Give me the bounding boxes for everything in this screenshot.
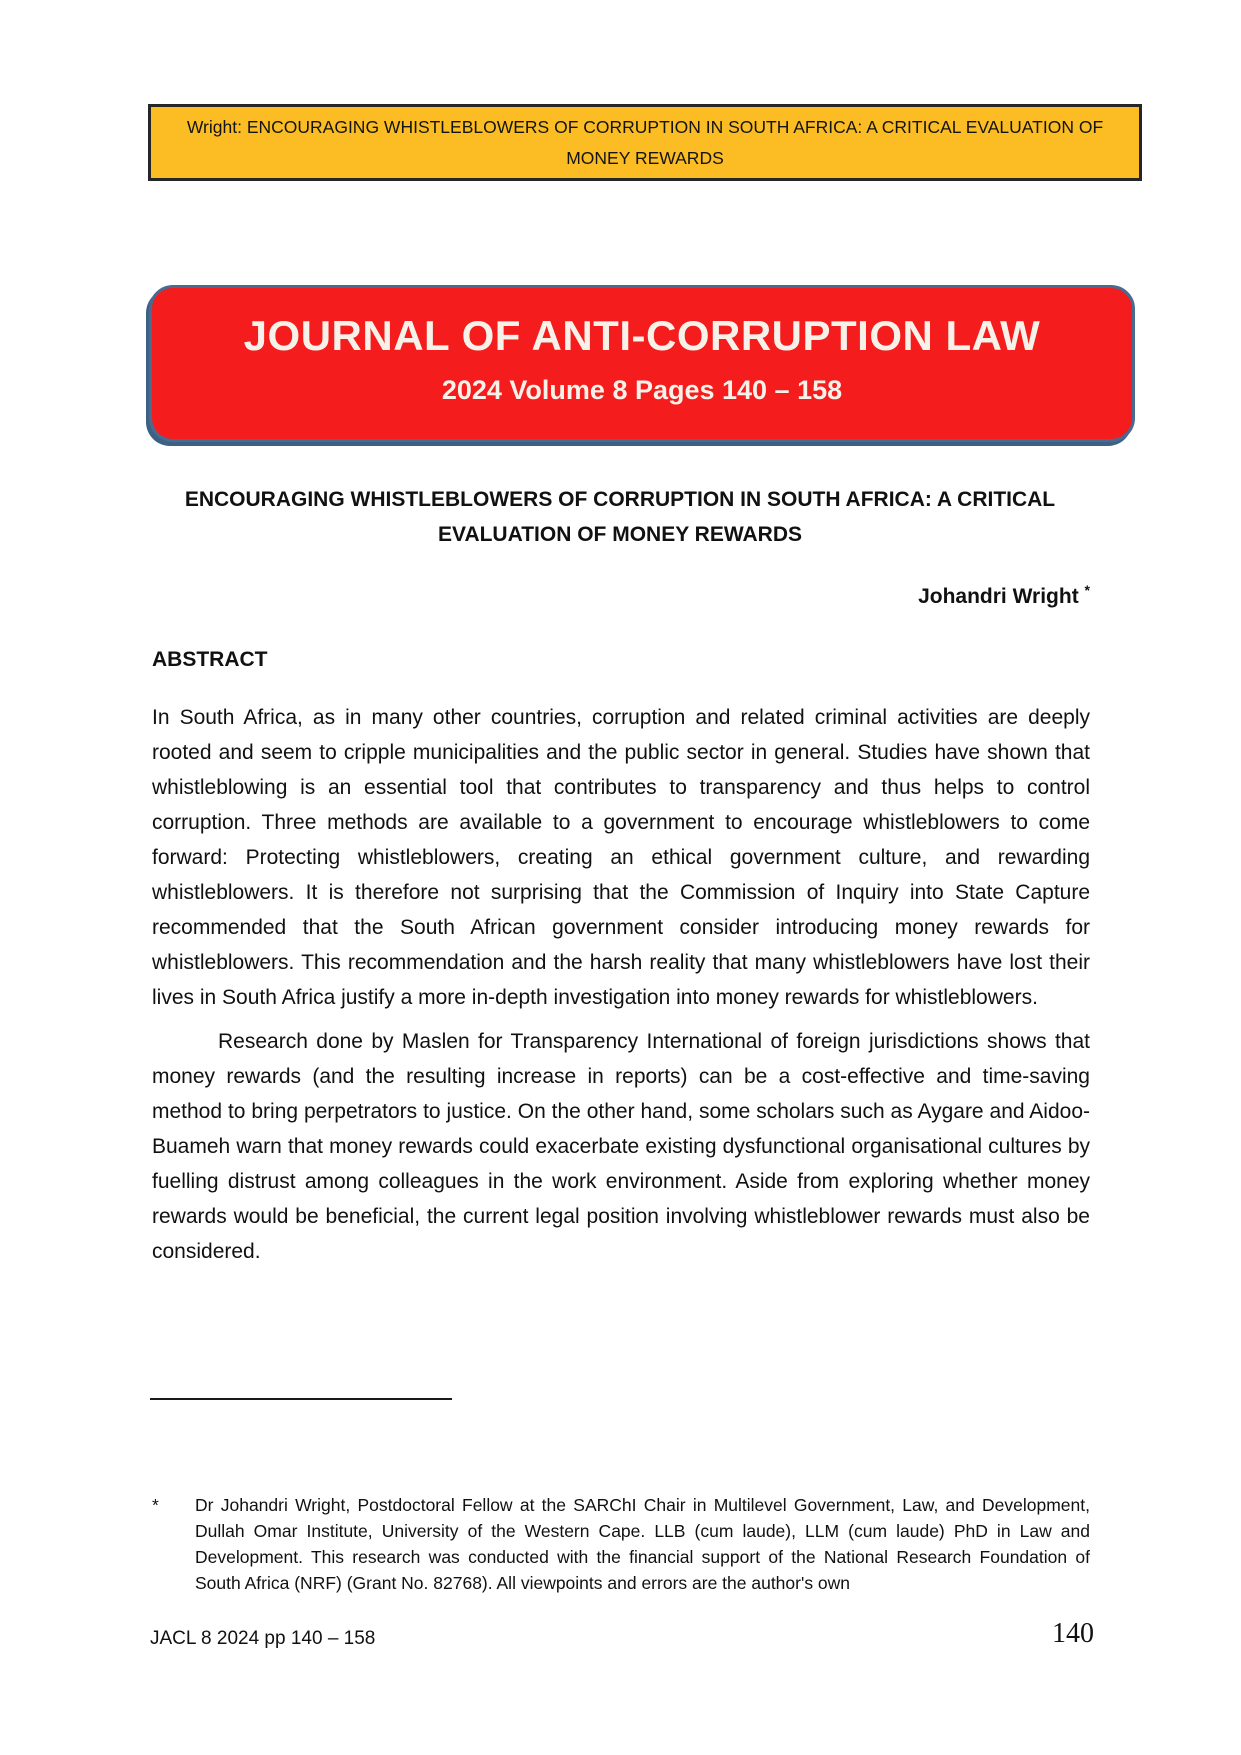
journal-banner (149, 285, 1135, 442)
footnote-text: Dr Johandri Wright, Postdoctoral Fellow at the SARChI Chair in Multilevel Government, Law, and Development, Dullah Omar Institute, University of the Western Cape. LLB (cum laude), LLM (cum laude) PhD in Law and Development. This research was conducted with the financial support of the National Research Foundation of South Africa (NRF) (Grant No. 82768). All viewpoints and errors are the author's own (195, 1495, 1090, 1593)
footnote-marker: * (152, 1495, 159, 1515)
footnote-separator (150, 1398, 452, 1400)
abstract-heading: ABSTRACT (152, 648, 268, 671)
journal-title: JOURNAL OF ANTI-CORRUPTION LAW (243, 312, 1041, 359)
footnote (152, 1492, 1090, 1596)
author-name: Johandri Wright (918, 585, 1079, 608)
abstract-paragraph-1: In South Africa, as in many other countries, corruption and related criminal activities are deeply rooted and seem to cripple municipalities and the public sector in general. Studies have shown that whistleblowing is an essential tool that contributes to transparency and thus helps to control corruption. Three methods are available to a government to encourage whistleblowers to come forward: Protecting whistleblowers, creating an ethical government culture, and rewarding whistleblowers. It is therefore not surprising that the Commission of Inquiry into State Capture recommended that the South African government consider introducing money rewards for whistleblowers. This recommendation and the harsh reality that many whistleblowers have lost their lives in South Africa justify a more in-depth investigation into money rewards for whistleblowers. (152, 706, 1090, 1009)
journal-volume-info: 2024 Volume 8 Pages 140 – 158 (441, 375, 843, 405)
abstract-paragraph-2: Research done by Maslen for Transparency International of foreign jurisdictions shows that money rewards (and the resulting increase in reports) can be a cost-effective and time-saving method to bring perpetrators to justice. On the other hand, some scholars such as Aygare and Aidoo-Buameh warn that money rewards could exacerbate existing dysfunctional organisational cultures by fuelling distrust among colleagues in the work environment. Aside from exploring whether money rewards would be beneficial, the current legal position involving whistleblower rewards must also be considered. (152, 1030, 1090, 1263)
article-title: ENCOURAGING WHISTLEBLOWERS OF CORRUPTION IN SOUTH AFRICA: A CRITICAL EVALUATION OF MONEY REWARDS (184, 488, 1056, 546)
abstract-body (152, 700, 1090, 1269)
running-head-line-2: MONEY REWARDS (566, 148, 724, 168)
author-footnote-marker: * (1084, 582, 1090, 598)
author-line (152, 582, 1090, 609)
footer-citation: JACL 8 2024 pp 140 – 158 (150, 1628, 376, 1649)
running-head-line-1: Wright: ENCOURAGING WHISTLEBLOWERS OF CORRUPTION IN SOUTH AFRICA: A CRITICAL EVALUATION OF (186, 117, 1104, 137)
page-number: 140 (1052, 1618, 1094, 1649)
running-head-box (148, 104, 1142, 181)
